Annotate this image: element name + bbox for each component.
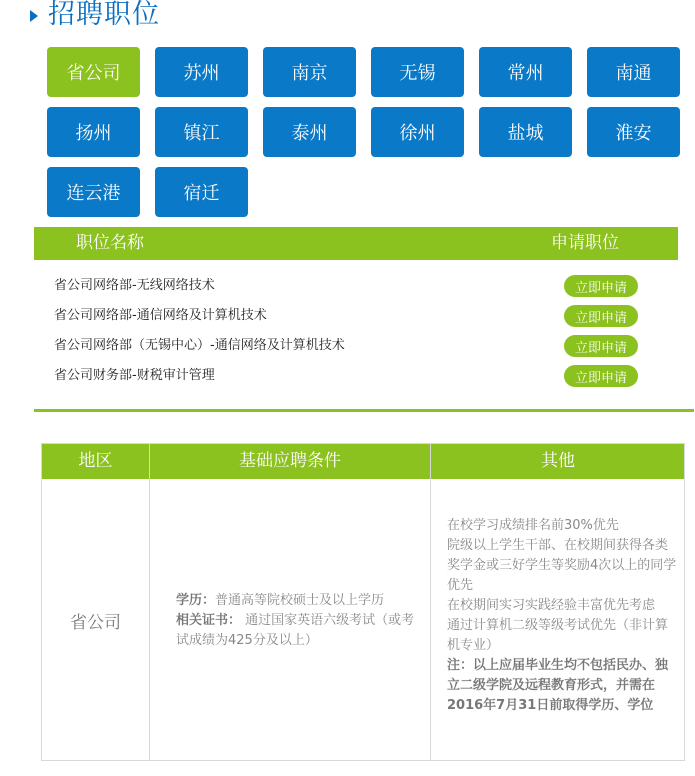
other-line: 在校学习成绩排名前30%优先: [447, 518, 619, 533]
city-tab-huaian[interactable]: 淮安: [587, 107, 680, 157]
header-apply-position: 申请职位: [551, 233, 619, 253]
certificate-value: 通过国家英语六级考试（或考试成绩为425分及以上）: [176, 612, 415, 648]
page-title-row: [30, 0, 160, 30]
city-tab-suzhou[interactable]: 苏州: [155, 47, 248, 97]
education-value: 普通高等院校硕士及以上学历: [215, 592, 385, 608]
position-name[interactable]: 省公司网络部-无线网络技术: [54, 278, 215, 293]
city-tab-wuxi[interactable]: 无锡: [371, 47, 464, 97]
position-row: [54, 335, 654, 357]
other-line: 院级以上学生干部、在校期间获得各类奖学金或三好学生等奖励4次以上的同学优先: [447, 538, 677, 593]
position-name[interactable]: 省公司网络部（无锡中心）-通信网络及计算机技术: [54, 338, 345, 353]
header-position-name: 职位名称: [76, 233, 144, 253]
position-row: [54, 275, 654, 297]
city-tab-yangzhou[interactable]: 扬州: [47, 107, 140, 157]
city-tab-changzhou[interactable]: 常州: [479, 47, 572, 97]
position-name[interactable]: 省公司财务部-财税审计管理: [54, 368, 215, 383]
city-tab-zhenjiang[interactable]: 镇江: [155, 107, 248, 157]
header-basic-conditions: 基础应聘条件: [239, 451, 341, 471]
other-conditions-cell: [431, 479, 685, 762]
requirements-table: [41, 443, 685, 761]
city-tab-province[interactable]: 省公司: [47, 47, 140, 97]
other-line: 在校期间实习实践经验丰富优先考虑: [447, 598, 656, 613]
requirements-table-header: [42, 444, 684, 479]
header-region: 地区: [78, 451, 113, 471]
positions-table-header: [34, 227, 678, 260]
certificate-label: 相关证书：: [176, 612, 242, 628]
apply-now-button[interactable]: 立即申请: [564, 365, 638, 387]
other-note: 注：以上应届毕业生均不包括民办、独立二级学院及远程教育形式，并需在2016年7月31日前取得学历、学位: [447, 658, 669, 713]
city-tab-yancheng[interactable]: 盐城: [479, 107, 572, 157]
position-row: [54, 305, 654, 327]
apply-now-button[interactable]: 立即申请: [564, 305, 638, 327]
section-divider: [34, 409, 694, 412]
header-other: 其他: [541, 451, 575, 471]
basic-conditions-text: [176, 591, 420, 651]
city-tab-suqian[interactable]: 宿迁: [155, 167, 248, 217]
apply-now-button[interactable]: 立即申请: [564, 275, 638, 297]
city-tab-taizhou[interactable]: 泰州: [263, 107, 356, 157]
region-cell: 省公司: [70, 613, 121, 633]
city-tab-nantong[interactable]: 南通: [587, 47, 680, 97]
city-tab-xuzhou[interactable]: 徐州: [371, 107, 464, 157]
position-name[interactable]: 省公司网络部-通信网络及计算机技术: [54, 308, 267, 323]
position-row: [54, 365, 654, 387]
other-line: 通过计算机二级等级考试优先（非计算机专业）: [447, 618, 669, 653]
education-label: 学历：: [176, 592, 216, 608]
basic-conditions-cell: [150, 479, 430, 762]
apply-now-button[interactable]: 立即申请: [564, 335, 638, 357]
caret-right-icon: [30, 10, 38, 22]
city-tab-nanjing[interactable]: 南京: [263, 47, 356, 97]
page-title: 招聘职位: [48, 0, 160, 30]
city-tab-lianyungang[interactable]: 连云港: [47, 167, 140, 217]
